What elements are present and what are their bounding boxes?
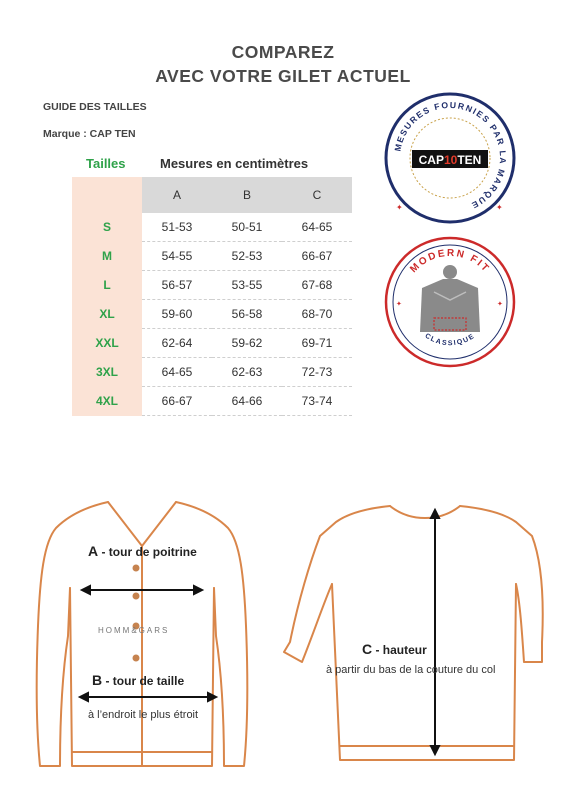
column-header-a: A (142, 177, 212, 213)
height-note: à partir du bas de la couture du col (326, 664, 496, 676)
table-row (72, 300, 352, 329)
brand-label: Marque : CAP TEN (43, 128, 136, 140)
size-cell: 3XL (72, 358, 142, 387)
value-cell: 59-62 (212, 329, 282, 358)
seal-star-icon: ✦ (496, 203, 503, 212)
table-header-row (72, 177, 352, 213)
v-neck-outline (108, 502, 176, 546)
size-cell: L (72, 271, 142, 300)
back-right-sleeve-outline (460, 506, 543, 662)
chest-text: - tour de poitrine (98, 545, 197, 559)
size-cell: XL (72, 300, 142, 329)
column-header-b: B (212, 177, 282, 213)
arrow-head-icon (208, 693, 216, 701)
value-cell: 53-55 (212, 271, 282, 300)
value-cell: 72-73 (282, 358, 352, 387)
table-row (72, 213, 352, 242)
size-cell: S (72, 213, 142, 242)
value-cell: 62-64 (142, 329, 212, 358)
value-cell: 68-70 (282, 300, 352, 329)
size-table (72, 177, 352, 416)
brand-measures-seal (382, 90, 518, 226)
value-cell: 62-63 (212, 358, 282, 387)
value-cell: 56-58 (212, 300, 282, 329)
size-cell: 4XL (72, 387, 142, 416)
arrow-head-icon (82, 586, 90, 594)
value-cell: 73-74 (282, 387, 352, 416)
page-title-line2: AVEC VOTRE GILET ACTUEL (155, 66, 411, 86)
measures-header: Mesures en centimètres (160, 156, 309, 171)
arrow-head-icon (194, 586, 202, 594)
column-header-c: C (282, 177, 352, 213)
waist-text: - tour de taille (102, 674, 185, 688)
value-cell: 64-66 (212, 387, 282, 416)
waist-label (92, 672, 184, 690)
value-cell: 66-67 (142, 387, 212, 416)
arrow-head-icon (431, 746, 439, 754)
size-cell: M (72, 242, 142, 271)
value-cell: 54-55 (142, 242, 212, 271)
table-row (72, 329, 352, 358)
waist-note: à l’endroit le plus étroit (88, 709, 199, 721)
value-cell: 66-67 (282, 242, 352, 271)
table-corner-cell (72, 177, 142, 213)
table-row (72, 242, 352, 271)
height-letter: C (362, 641, 373, 657)
back-left-sleeve-outline (284, 506, 390, 662)
value-cell: 64-65 (282, 213, 352, 242)
value-cell: 67-68 (282, 271, 352, 300)
table-row (72, 271, 352, 300)
height-text: - hauteur (372, 643, 427, 657)
arrow-head-icon (431, 510, 439, 518)
fit-star-icon: ✦ (396, 301, 402, 308)
fit-seal-bottom-text: CLASSIQUE (423, 332, 477, 348)
cap10ten-logo-text: CAP10TEN (418, 153, 482, 167)
chest-letter: A (88, 543, 99, 559)
value-cell: 69-71 (282, 329, 352, 358)
height-label (362, 641, 427, 659)
seal-star-icon: ✦ (396, 203, 403, 212)
modern-fit-seal (382, 234, 518, 370)
seal-ring-text: MESURES FOURNIES PAR LA MARQUE (392, 99, 509, 212)
value-cell: 50-51 (212, 213, 282, 242)
arrow-head-icon (80, 693, 88, 701)
buttons-icon (133, 565, 140, 662)
collar-outline (390, 506, 460, 518)
value-cell: 51-53 (142, 213, 212, 242)
chest-label (88, 543, 197, 561)
watermark-logo: HOMM&GARS (98, 626, 170, 635)
value-cell: 52-53 (212, 242, 282, 271)
cardigan-front-drawing (30, 496, 270, 796)
fit-seal-top-text: MODERN FIT (408, 247, 492, 276)
guide-label: GUIDE DES TAILLES (43, 101, 147, 113)
table-row (72, 387, 352, 416)
size-cell: XXL (72, 329, 142, 358)
value-cell: 59-60 (142, 300, 212, 329)
value-cell: 64-65 (142, 358, 212, 387)
waist-letter: B (92, 672, 103, 688)
fit-star-icon: ✦ (497, 301, 503, 308)
value-cell: 56-57 (142, 271, 212, 300)
page-title-line1: COMPAREZ (231, 42, 335, 62)
table-row (72, 358, 352, 387)
sizes-header: Tailles (86, 156, 126, 171)
